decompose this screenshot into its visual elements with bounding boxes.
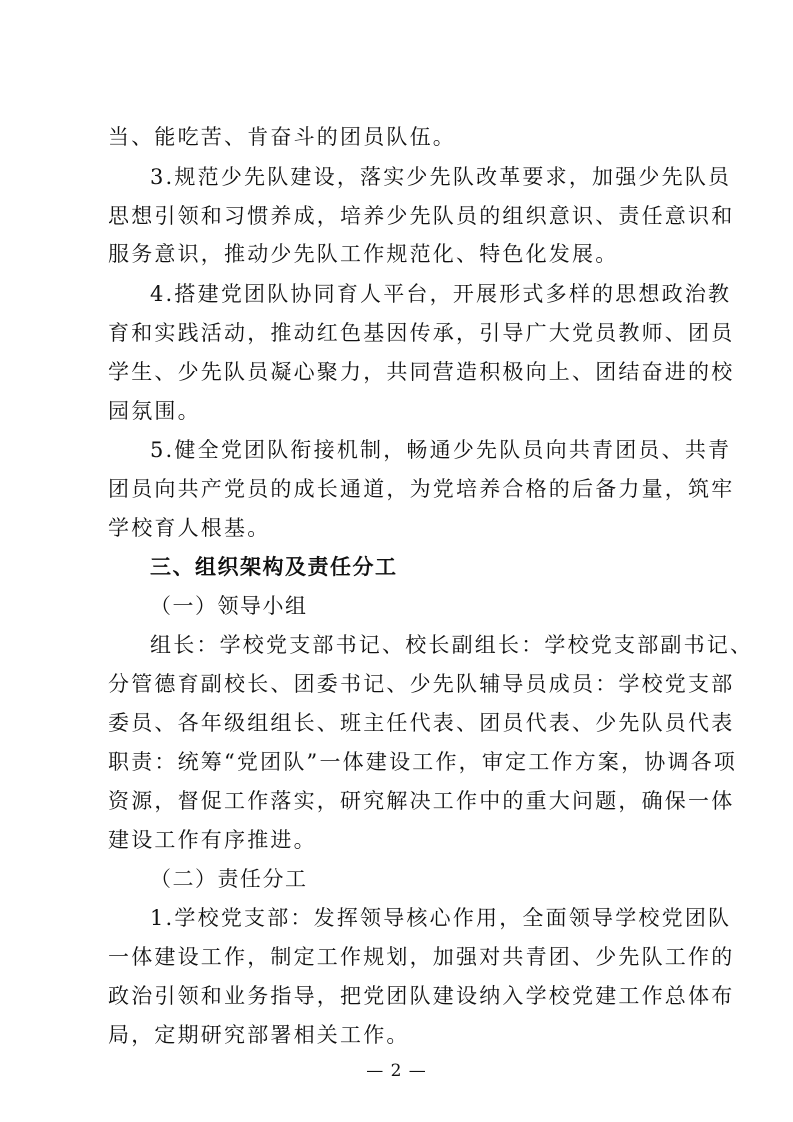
text-line: 学生、少先队员凝心聚力，共同营造积极向上、团结奋进的校 bbox=[108, 360, 735, 384]
text-line: 5.健全党团队衔接机制，畅通少先队员向共青团员、共青 bbox=[150, 438, 732, 462]
text-line: 一体建设工作，制定工作规划，加强对共青团、少先队工作的 bbox=[108, 945, 735, 969]
text-line: 资源，督促工作落实，研究解决工作中的重大问题，确保一体 bbox=[108, 789, 735, 813]
subsection-heading: （二）责任分工 bbox=[150, 867, 308, 891]
text-line: 职责：统筹“党团队”一体建设工作，审定工作方案，协调各项 bbox=[108, 750, 738, 774]
text-line: 4.搭建党团队协同育人平台，开展形式多样的思想政治教 bbox=[150, 282, 732, 306]
text-line: 团员向共产党员的成长通道，为党培养合格的后备力量，筑牢 bbox=[108, 477, 735, 501]
text-line: 政治引领和业务指导，把党团队建设纳入学校党建工作总体布 bbox=[108, 984, 735, 1008]
text-line: 学校育人根基。 bbox=[108, 516, 271, 540]
text-line: 园氛围。 bbox=[108, 399, 201, 423]
text-line: 育和实践活动，推动红色基因传承，引导广大党员教师、团员 bbox=[108, 321, 735, 345]
text-line: 分管德育副校长、团委书记、少先队辅导员成员：学校党支部 bbox=[108, 672, 735, 696]
section-heading: 三、组织架构及责任分工 bbox=[150, 555, 398, 579]
page-number: — 2 — bbox=[366, 1061, 427, 1081]
text-line: 1.学校党支部：发挥领导核心作用，全面领导学校党团队 bbox=[150, 906, 732, 930]
text-line: 服务意识，推动少先队工作规范化、特色化发展。 bbox=[108, 242, 619, 266]
text-line: 建设工作有序推进。 bbox=[108, 828, 317, 852]
text-line: 委员、各年级组组长、班主任代表、团员代表、少先队员代表 bbox=[108, 711, 735, 735]
text-line: 3.规范少先队建设，落实少先队改革要求，加强少先队员 bbox=[150, 165, 732, 189]
text-line: 思想引领和习惯养成，培养少先队员的组织意识、责任意识和 bbox=[108, 204, 735, 228]
subsection-heading: （一）领导小组 bbox=[150, 594, 308, 618]
text-line: 局，定期研究部署相关工作。 bbox=[108, 1023, 410, 1047]
text-line: 组长：学校党支部书记、校长副组长：学校党支部副书记、 bbox=[150, 633, 754, 657]
text-line: 当、能吃苦、肯奋斗的团员队伍。 bbox=[108, 125, 456, 149]
